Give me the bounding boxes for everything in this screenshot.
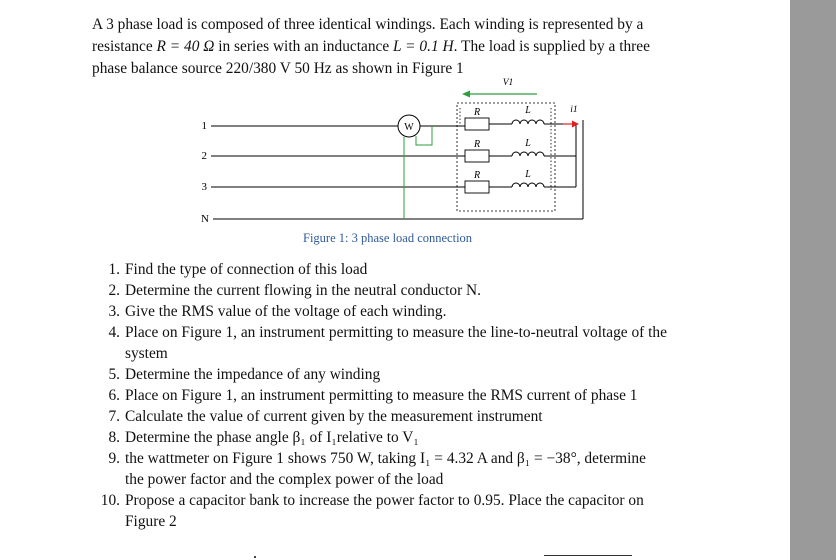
- resistor-label-2: R: [473, 139, 481, 150]
- list-item: [96, 406, 706, 427]
- scrollbar-track[interactable]: [790, 0, 836, 560]
- question-number: 2.: [108, 282, 120, 299]
- question-number: 6.: [108, 387, 120, 404]
- wattmeter-label: W: [404, 122, 414, 133]
- question-text-continued: system: [125, 345, 168, 362]
- question-number: 5.: [108, 366, 120, 383]
- question-number: 7.: [108, 408, 120, 425]
- intro-text: in series with an inductance: [214, 38, 394, 55]
- line-label-3: 3: [201, 181, 207, 193]
- next-figure-fragment: [254, 556, 256, 558]
- intro-line-1: A 3 phase load is composed of three identical windings. Each winding is represented by a: [92, 16, 644, 33]
- resistor-2: [465, 150, 489, 162]
- inductance-value: L = 0.1 H: [393, 38, 454, 55]
- line-label-n: N: [201, 213, 209, 225]
- figure-caption: Figure 1: 3 phase load connection: [303, 231, 473, 245]
- current-label: i1: [570, 105, 578, 115]
- resistance-value: R = 40 Ω: [156, 38, 215, 55]
- source-value: 220/380 V 50 Hz: [225, 60, 332, 77]
- voltage-arrow-head: [462, 91, 470, 98]
- question-text: Place on Figure 1, an instrument permitting to measure the line-to-neutral voltage of the: [125, 324, 667, 341]
- list-item: [96, 322, 706, 364]
- list-item: [96, 448, 706, 490]
- list-item: [96, 301, 706, 322]
- list-item: [96, 427, 706, 448]
- question-text: Place on Figure 1, an instrument permitting to measure the RMS current of phase 1: [125, 387, 638, 404]
- inductor-2: [512, 152, 544, 156]
- list-item: [96, 280, 706, 301]
- question-number: 8.: [108, 429, 120, 446]
- circuit-figure: [0, 0, 790, 250]
- inductor-1: [512, 120, 544, 124]
- question-number: 9.: [108, 450, 120, 467]
- question-text: Give the RMS value of the voltage of each winding.: [125, 303, 447, 320]
- resistor-label-1: R: [473, 107, 481, 118]
- inductor-label-2: L: [525, 138, 531, 149]
- inductor-label-1: L: [525, 105, 531, 116]
- inductor-label-3: L: [525, 169, 531, 180]
- inductor-3: [512, 183, 544, 187]
- question-text: Determine the phase angle β₁ of I₁relative to V₁: [125, 429, 419, 446]
- line-label-1: 1: [201, 120, 207, 132]
- question-number: 10.: [100, 492, 120, 509]
- question-list: [96, 259, 706, 532]
- intro-text: as shown in Figure 1: [331, 60, 464, 77]
- line-label-2: 2: [201, 150, 207, 162]
- next-figure-fragment: [544, 555, 632, 556]
- list-item: [96, 385, 706, 406]
- question-text: Determine the impedance of any winding: [125, 366, 381, 383]
- question-number: 1.: [108, 261, 120, 278]
- question-text: the wattmeter on Figure 1 shows 750 W, taking I₁ = 4.32 A and β₁ = −38°, determine: [125, 450, 646, 467]
- voltage-label: V1: [502, 78, 514, 88]
- question-text: Propose a capacitor bank to increase the power factor to 0.95. Place the capacitor on: [125, 492, 644, 509]
- question-text: Find the type of connection of this load: [125, 261, 368, 278]
- question-text: Determine the current flowing in the neutral conductor N.: [125, 282, 481, 299]
- question-text-continued: the power factor and the complex power of the load: [125, 471, 444, 488]
- question-number: 3.: [108, 303, 120, 320]
- intro-text: phase balance source: [92, 60, 226, 77]
- resistor-label-3: R: [473, 170, 481, 181]
- resistor-1: [465, 118, 489, 130]
- resistor-3: [465, 181, 489, 193]
- list-item: [96, 490, 706, 532]
- list-item: [96, 259, 706, 280]
- intro-text: . The load is supplied by a three: [453, 38, 650, 55]
- list-item: [96, 364, 706, 385]
- question-text-continued: Figure 2: [125, 513, 177, 530]
- intro-text: resistance: [92, 38, 157, 55]
- question-text: Calculate the value of current given by the measurement instrument: [125, 408, 543, 425]
- question-number: 4.: [108, 324, 120, 341]
